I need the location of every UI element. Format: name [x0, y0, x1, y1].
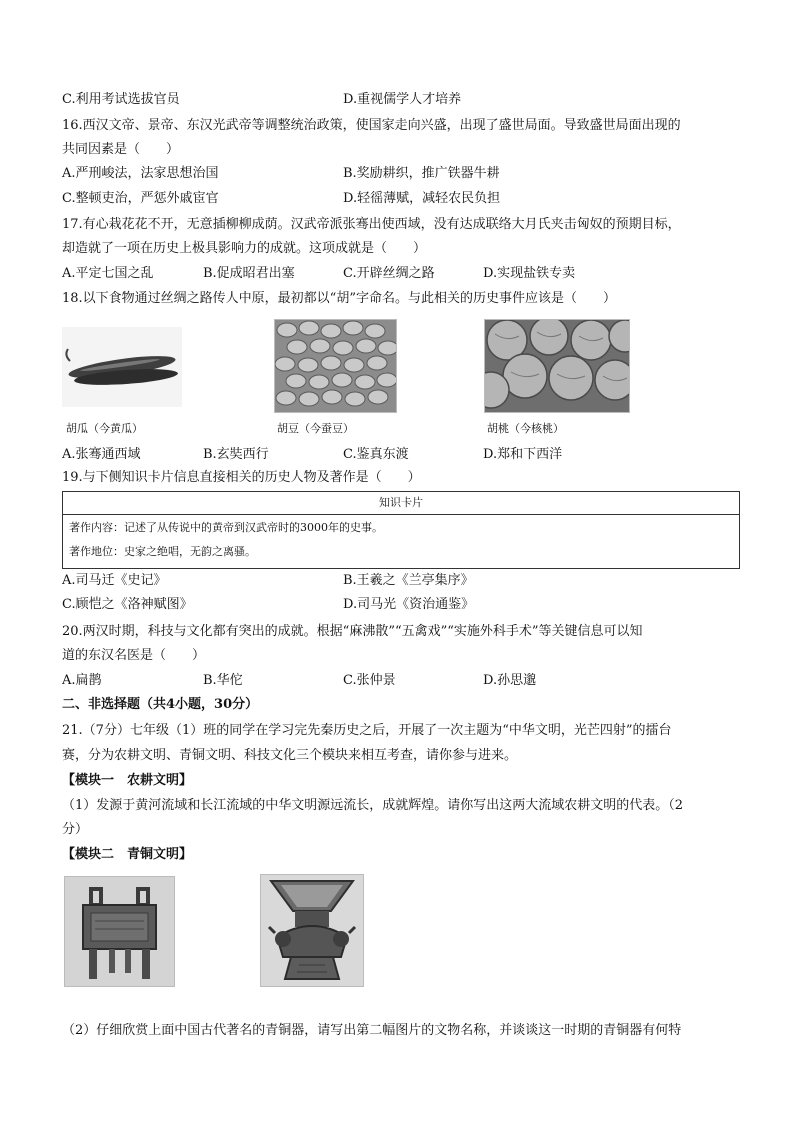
knowledge-card [62, 491, 740, 569]
section-2-heading: 二、非选择题（共4小题，30分） [62, 697, 259, 712]
q16-option-b: B.奖励耕织，推广铁器牛耕 [343, 166, 500, 181]
q16-stem-line1: 16.西汉文帝、景帝、东汉光武帝等调整统治政策，使国家走向兴盛，出现了盛世局面。导致盛世局面出现的 [62, 118, 681, 133]
q16-option-a: A.严刑峻法，法家思想治国 [62, 166, 219, 181]
q17-stem-line1: 17.有心栽花花不开，无意插柳柳成荫。汉武帝派张骞出使西域，没有达成联络大月氏夹击匈奴的预期目标， [62, 217, 681, 232]
q20-stem-line1: 20.两汉时期，科技与文化都有突出的成就。根据“麻沸散”“五禽戏”“实施外科手术”等关键信息可以知 [62, 624, 643, 639]
q19-option-a: A.司马迁《史记》 [62, 573, 167, 588]
knowledge-card-title: 知识卡片 [63, 492, 739, 515]
q18-caption-walnut: 胡桃（今核桃） [487, 422, 564, 435]
q15-option-c: C.利用考试选拔官员 [62, 92, 180, 107]
q21-sub1-line2: 分） [62, 822, 89, 837]
q19-option-c: C.顾恺之《洛神赋图》 [62, 597, 193, 612]
q21-sub2-line1: （2）仔细欣赏上面中国古代著名的青铜器，请写出第二幅图片的文物名称，并谈谈这一时期的青铜器有何特 [62, 1023, 682, 1038]
bronze-ding-image [64, 876, 175, 987]
q18-option-c: C.鉴真东渡 [343, 447, 409, 462]
broad-beans-image [274, 319, 397, 413]
cucumber-image [62, 327, 182, 407]
q18-option-a: A.张骞通西域 [62, 447, 141, 462]
walnuts-image [484, 319, 630, 413]
q21-stem-line2: 赛，分为农耕文明、青铜文明、科技文化三个模块来相互考查，请你参与进来。 [62, 748, 518, 763]
q17-option-a: A.平定七国之乱 [62, 266, 154, 281]
q17-option-d: D.实现盐铁专卖 [483, 266, 576, 281]
q18-caption-cucumber: 胡瓜（今黄瓜） [66, 422, 143, 435]
module-2-heading: 【模块二 青铜文明】 [62, 847, 193, 862]
q20-option-d: D.孙思邈 [483, 673, 537, 688]
q18-option-b: B.玄奘西行 [203, 447, 269, 462]
q19-option-d: D.司马光《资治通鉴》 [343, 597, 475, 612]
knowledge-card-content: 著作内容：记述了从传说中的黄帝到汉武帝时的3000年的史事。 [69, 521, 383, 534]
q18-stem: 18.以下食物通过丝绸之路传人中原，最初都以“胡”字命名。与此相关的历史事件应该是（ ） [62, 291, 616, 306]
q17-stem-line2: 却造就了一项在历史上极具影响力的成就。这项成就是（ ） [62, 241, 427, 256]
q18-caption-broad-bean: 胡豆（今蚕豆） [277, 422, 354, 435]
q18-option-d: D.郑和下西洋 [483, 447, 563, 462]
q20-stem-line2: 道的东汉名医是（ ） [62, 648, 206, 663]
q17-option-c: C.开辟丝绸之路 [343, 266, 435, 281]
q17-option-b: B.促成昭君出塞 [203, 266, 295, 281]
q20-option-a: A.扁鹊 [62, 673, 102, 688]
module-1-heading: 【模块一 农耕文明】 [62, 773, 193, 788]
bronze-zun-image [260, 874, 364, 987]
knowledge-card-status: 著作地位：史家之绝唱，无韵之离骚。 [69, 545, 256, 558]
q16-option-d: D.轻徭薄赋，减轻农民负担 [343, 191, 501, 206]
q20-option-b: B.华佗 [203, 673, 243, 688]
q21-stem-line1: 21.（7分）七年级（1）班的同学在学习完先秦历史之后，开展了一次主题为“中华文明，光芒四射”的擂台 [62, 723, 672, 738]
q16-stem-line2: 共同因素是（ ） [62, 142, 180, 157]
q20-option-c: C.张仲景 [343, 673, 396, 688]
q16-option-c: C.整顿吏治，严惩外戚宦官 [62, 191, 219, 206]
q19-stem: 19.与下侧知识卡片信息直接相关的历史人物及著作是（ ） [62, 470, 421, 485]
q15-option-d: D.重视儒学人才培养 [343, 92, 462, 107]
q19-option-b: B.王羲之《兰亭集序》 [343, 573, 474, 588]
q21-sub1-line1: （1）发源于黄河流域和长江流域的中华文明源远流长，成就辉煌。请你写出这两大流域农耕文明的代表。（2 [62, 798, 684, 813]
